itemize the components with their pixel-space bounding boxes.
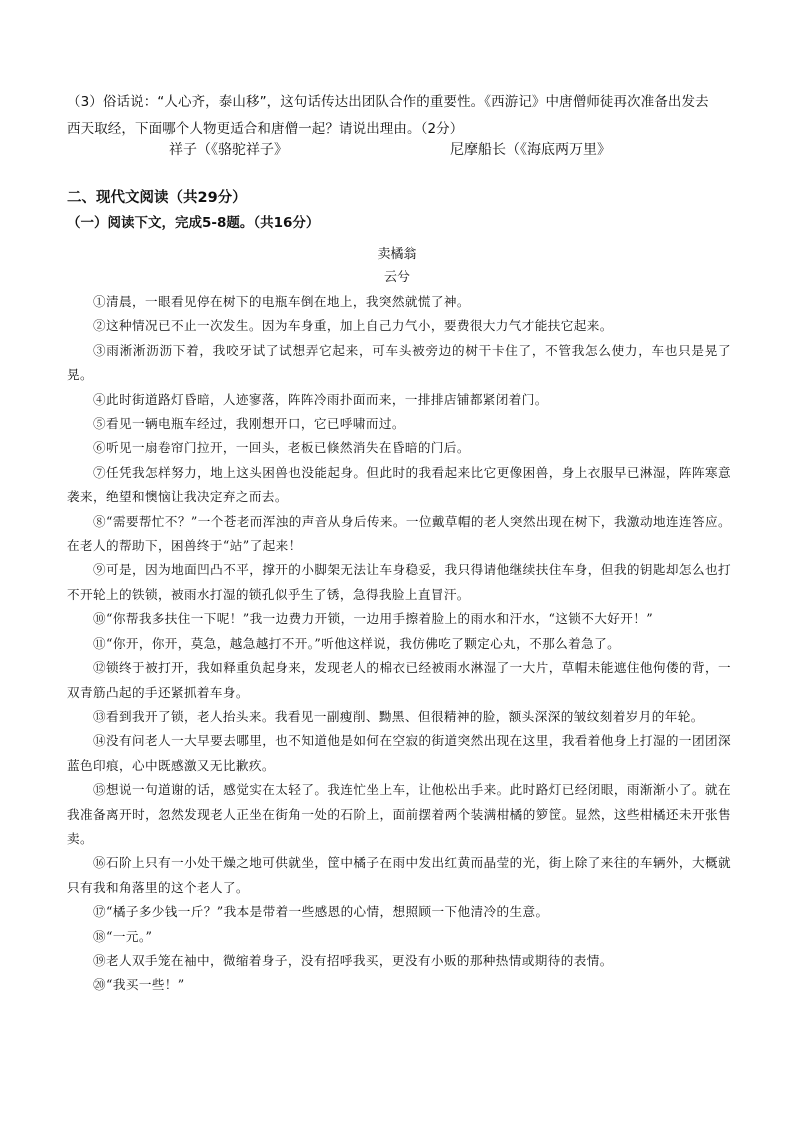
- article-body: [67, 290, 731, 998]
- paragraph: ⑯石阶上只有一小处干燥之地可供就坐，筐中橘子在雨中发出红黄而晶莹的光，街上除了来往的车辆外，大概就只有我和角落里的这个老人了。: [67, 855, 731, 895]
- option-nemo: 尼摩船长（《海底两万里》: [450, 142, 611, 158]
- paragraph: ⑫锁终于被打开，我如释重负起身来，发现老人的棉衣已经被雨水淋湿了一大片，草帽未能遮住他佝偻的背，一双青筋凸起的手还紧抓着车身。: [67, 660, 731, 700]
- paragraph: ⑰“橘子多少钱一斤？”我本是带着一些感恩的心情，想照顾一下他清冷的生意。: [93, 904, 549, 920]
- question-3: [67, 90, 739, 142]
- option-xiangzi: 祥子（《骆驼祥子》: [169, 142, 288, 158]
- paragraph: ⑬看到我开了锁，老人抬头来。我看见一副瘦削、黝黑、但很精神的脸，额头深深的皱纹刻着岁月的年轮。: [93, 708, 704, 724]
- question-3-line-1: （3）俗话说：“人心齐，泰山移”，这句话传达出团队合作的重要性。《西游记》中唐僧师徒再次准备出发去: [67, 94, 709, 110]
- paragraph: ④此时街道路灯昏暗，人迹寥落，阵阵冷雨扑面而来，一排排店铺都紧闭着门。: [93, 391, 548, 407]
- paragraph: ⑭没有问老人一大早要去哪里，也不知道他是如何在空寂的街道突然出现在这里，我看着他身上打湿的一团团深蓝色印痕，心中既感激又无比歉疚。: [67, 733, 731, 773]
- article-author: 云兮: [383, 270, 410, 285]
- paragraph: ⑩“你帮我多扶住一下呢！”我一边费力开锁，一边用手擦着脸上的雨水和汗水，“这锁不大好开！”: [93, 611, 654, 627]
- paragraph: ⑪“你开，你开，莫急，越急越打不开。”听他这样说，我仿佛吃了颗定心丸，不那么着急了。: [93, 635, 621, 651]
- paragraph: ③雨淅淅沥沥下着，我咬牙试了试想弄它起来，可车头被旁边的树干卡住了，不管我怎么使力，车也只是晃了晃。: [67, 342, 731, 383]
- section-subtitle: （一）阅读下文，完成5-8题。（共16分）: [67, 215, 320, 231]
- paragraph: ②这种情况已不止一次发生。因为车身重，加上自己力气小，要费很大力气才能扶它起来。: [93, 318, 613, 334]
- paragraph: ⑨可是，因为地面凹凸不平，撑开的小脚架无法让车身稳妥，我只得请他继续扶住车身，但我的钥匙却怎么也打不开轮上的铁锁，被雨水打湿的锁孔似乎生了锈，急得我脸上直冒汗。: [67, 562, 731, 602]
- paragraph: ①清晨，一眼看见停在树下的电瓶车倒在地上，我突然就慌了神。: [93, 294, 470, 309]
- section-title: 二、现代文阅读（共29分）: [67, 190, 247, 206]
- paragraph: ⑲老人双手笼在袖中，微缩着身子，没有招呼我买，更没有小贩的那种热情或期待的表情。: [93, 952, 613, 968]
- paragraph: ⑱“一元。”: [93, 928, 153, 944]
- article-title: 卖橘翁: [377, 247, 417, 262]
- paragraph: ⑥听见一扇卷帘门拉开，一回头，老板已倏然消失在昏暗的门后。: [93, 440, 470, 456]
- paragraph: ⑳“我买一些！”: [93, 977, 185, 993]
- paragraph: ⑦任凭我怎样努力，地上这头困兽也没能起身。但此时的我看起来比它更像困兽，身上衣服早已淋湿，阵阵寒意袭来，绝望和懊恼让我决定弃之而去。: [67, 464, 731, 505]
- paragraph: ⑮想说一句道谢的话，感觉实在太轻了。我连忙坐上车，让他松出手来。此时路灯已经闭眼，雨渐渐小了。就在我准备离开时，忽然发现老人正坐在街角一处的石阶上，面前摆着两个装满柑橘的箩筐。显然，这些柑橘还未开张售卖。: [67, 782, 731, 846]
- question-3-line-2: 西天取经，下面哪个人物更适合和唐僧一起？请说出理由。（2分）: [67, 121, 464, 137]
- paragraph: ⑧“需要帮忙不？”一个苍老而浑浊的声音从身后传来。一位戴草帽的老人突然出现在树下，我激动地连连答应。在老人的帮助下，困兽终于“站”了起来！: [67, 513, 731, 554]
- paragraph: ⑤看见一辆电瓶车经过，我刚想开口，它已呼啸而过。: [93, 416, 405, 432]
